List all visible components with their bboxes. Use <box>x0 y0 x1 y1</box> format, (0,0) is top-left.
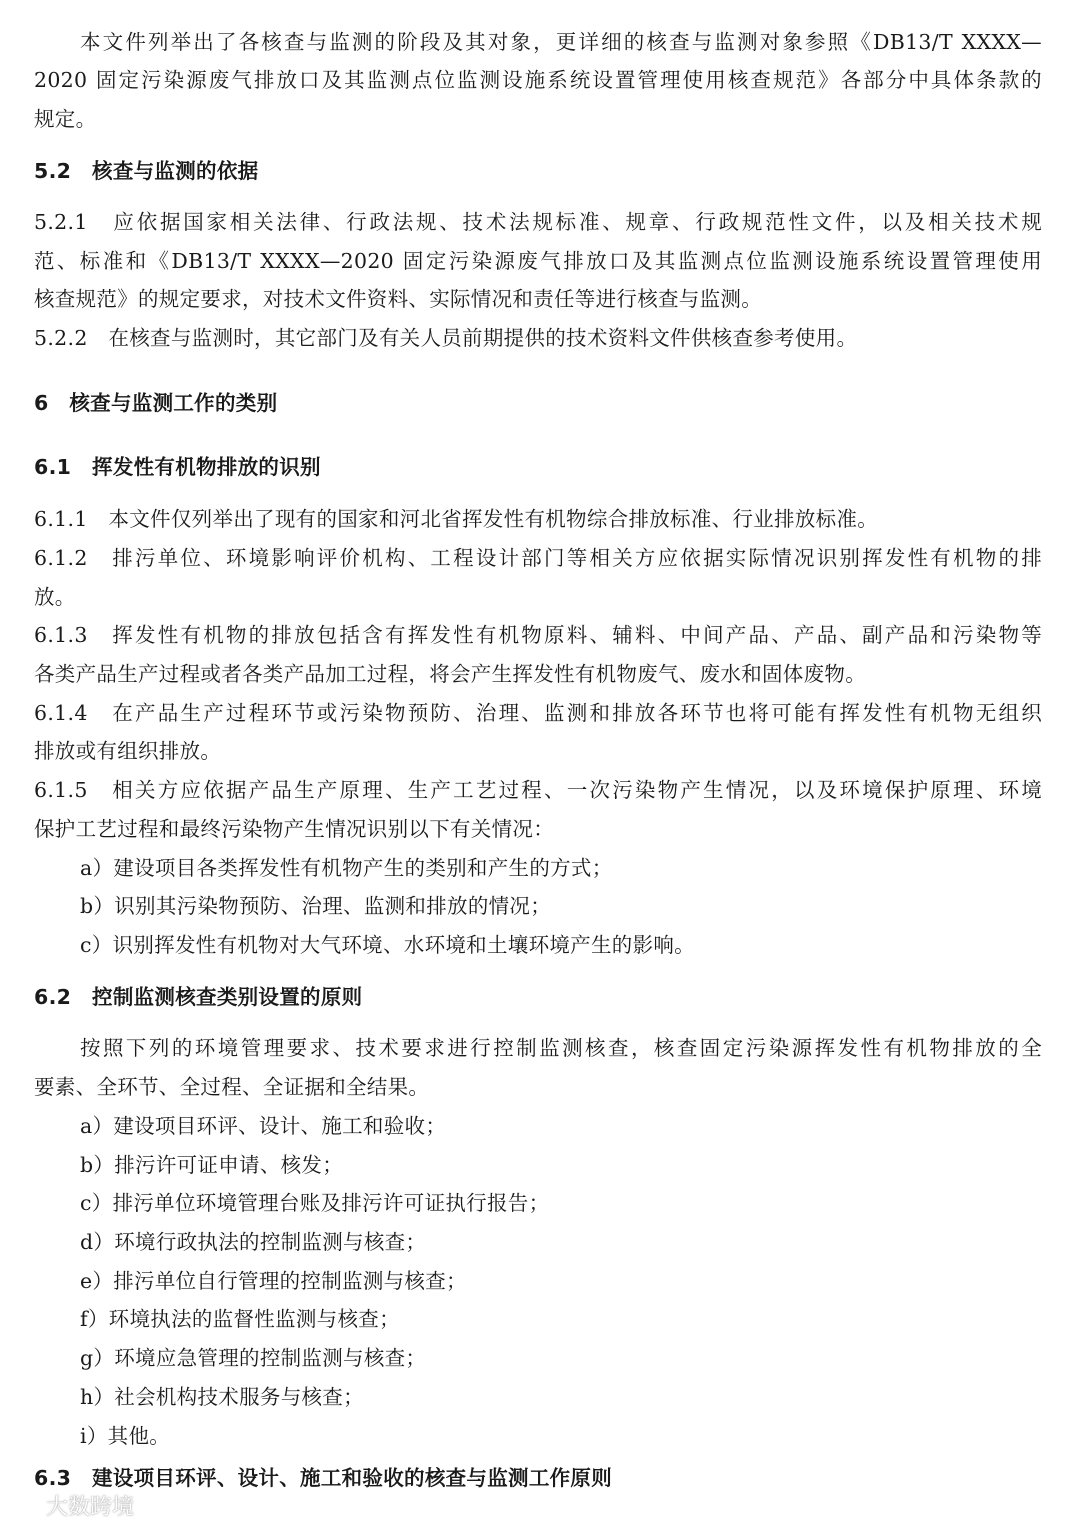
list-item: f）环境执法的监督性监测与核查； <box>80 1307 400 1331</box>
section-heading-6-3: 6.3 建设项目环评、设计、施工和验收的核查与监测工作原则 <box>34 1466 613 1490</box>
list-item: a）建设项目环评、设计、施工和验收； <box>80 1114 447 1138</box>
section-heading-6-1: 6.1 挥发性有机物排放的识别 <box>34 455 321 479</box>
list-item: c）识别挥发性有机物对大气环境、水环境和土壤环境产生的影响。 <box>80 933 695 957</box>
watermark-text: 大数跨境 <box>46 1495 135 1520</box>
paragraph-line: 保护工艺过程和最终污染物产生情况识别以下有关情况： <box>34 817 554 841</box>
list-item: a）建设项目各类挥发性有机物产生的类别和产生的方式； <box>80 856 613 880</box>
paragraph-line: 核查规范》的规定要求，对技术文件资料、实际情况和责任等进行核查与监测。 <box>34 287 762 311</box>
list-item: b）排污许可证申请、核发； <box>80 1153 344 1177</box>
paragraph-line: 2020 固定污染源废气排放口及其监测点位监测设施系统设置管理使用核查规范》各部分中具体条款的 <box>34 68 1042 92</box>
watermark <box>8 1490 134 1521</box>
paragraph-line: 要素、全环节、全过程、全证据和全结果。 <box>34 1075 430 1099</box>
paragraph-line: 排放或有组织排放。 <box>34 739 222 763</box>
list-item: g）环境应急管理的控制监测与核查； <box>80 1346 427 1370</box>
paragraph-line: 规定。 <box>34 107 97 131</box>
clause-6-1-4: 6.1.4 在产品生产过程环节或污染物预防、治理、监测和排放各环节也将可能有挥发性有机物无组织 <box>34 701 1042 725</box>
watermark-logo-icon <box>8 1493 42 1519</box>
clause-6-1-1: 6.1.1 本文件仅列举出了现有的国家和河北省挥发性有机物综合排放标准、行业排放标准。 <box>34 507 879 531</box>
paragraph-line: 本文件列举出了各核查与监测的阶段及其对象，更详细的核查与监测对象参照《DB13/T XXXX— <box>80 30 1042 54</box>
paragraph-line: 各类产品生产过程或者各类产品加工过程，将会产生挥发性有机物废气、废水和固体废物。 <box>34 662 866 686</box>
clause-6-1-3: 6.1.3 挥发性有机物的排放包括含有挥发性有机物原料、辅料、中间产品、产品、副产品和污染物等 <box>34 623 1042 647</box>
clause-5-2-1: 5.2.1 应依据国家相关法律、行政法规、技术法规标准、规章、行政规范性文件，以及相关技术规 <box>34 210 1042 234</box>
clause-6-1-5: 6.1.5 相关方应依据产品生产原理、生产工艺过程、一次污染物产生情况，以及环境保护原理、环境 <box>34 778 1042 802</box>
section-heading-5-2: 5.2 核查与监测的依据 <box>34 159 259 183</box>
paragraph-line: 放。 <box>34 585 76 609</box>
clause-5-2-2: 5.2.2 在核查与监测时，其它部门及有关人员前期提供的技术资料文件供核查参考使用。 <box>34 326 858 350</box>
list-item: h）社会机构技术服务与核查； <box>80 1385 364 1409</box>
paragraph-line: 按照下列的环境管理要求、技术要求进行控制监测核查，核查固定污染源挥发性有机物排放的全 <box>80 1036 1042 1060</box>
list-item: e）排污单位自行管理的控制监测与核查； <box>80 1269 467 1293</box>
list-item: d）环境行政执法的控制监测与核查； <box>80 1230 427 1254</box>
list-item: c）排污单位环境管理台账及排污许可证执行报告； <box>80 1191 550 1215</box>
section-heading-6-2: 6.2 控制监测核查类别设置的原则 <box>34 985 363 1009</box>
clause-6-1-2: 6.1.2 排污单位、环境影响评价机构、工程设计部门等相关方应依据实际情况识别挥发性有机物的排 <box>34 546 1042 570</box>
chapter-heading-6: 6 核查与监测工作的类别 <box>34 391 278 415</box>
list-item: b）识别其污染物预防、治理、监测和排放的情况； <box>80 894 552 918</box>
paragraph-line: 范、标准和《DB13/T XXXX—2020 固定污染源废气排放口及其监测点位监测设施系统设置管理使用 <box>34 249 1042 273</box>
list-item: i）其他。 <box>80 1424 171 1448</box>
